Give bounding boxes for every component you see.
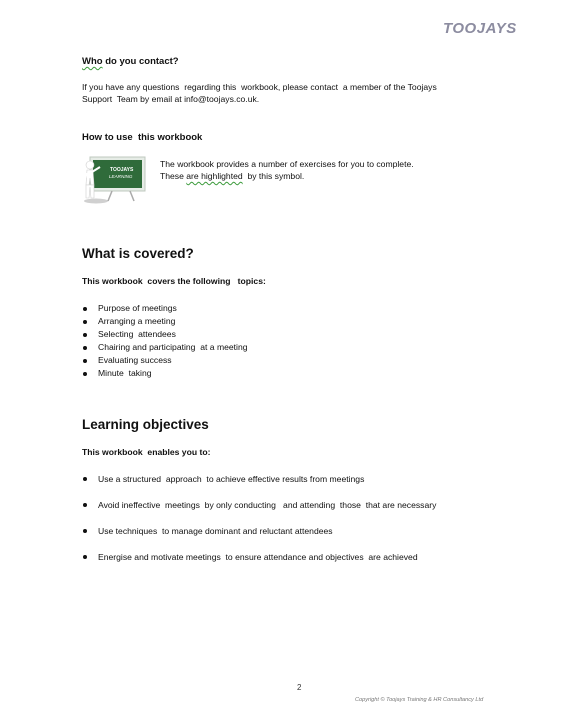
list-item: Purpose of meetings <box>81 302 248 315</box>
contact-heading-rest: do you contact? <box>102 56 179 67</box>
page-number: 2 <box>297 683 302 692</box>
list-item: Use techniques to manage dominant and reluctant attendees <box>81 525 436 551</box>
objectives-heading: Learning objectives <box>82 417 209 432</box>
symbol-text-line2: LEARNING <box>109 174 133 179</box>
contact-heading-who: Who <box>82 56 103 67</box>
covered-heading: What is covered? <box>82 246 194 261</box>
objectives-intro: This workbook enables you to: <box>82 447 211 457</box>
objectives-list <box>81 473 436 577</box>
howto-heading: How to use this workbook <box>82 132 203 143</box>
symbol-text-line1: TOOJAYS <box>110 167 134 173</box>
covered-intro: This workbook covers the following topics: <box>82 276 266 286</box>
list-item: Avoid ineffective meetings by only conducting and attending those that are necessary <box>81 499 436 525</box>
howto-body-line2 <box>160 170 304 182</box>
list-item: Selecting attendees <box>81 328 248 341</box>
howto-line2-start: These <box>160 171 187 181</box>
list-item: Chairing and participating at a meeting <box>81 341 248 354</box>
contact-body-line1: If you have any questions regarding this workbook, please contact a member of the Toojays <box>82 82 437 92</box>
howto-line2-end: by this symbol. <box>242 171 305 181</box>
list-item: Minute taking <box>81 367 248 380</box>
topics-list <box>81 302 248 380</box>
howto-body-line1: The workbook provides a number of exercises for you to complete. <box>160 159 414 169</box>
list-item: Energise and motivate meetings to ensure attendance and objectives are achieved <box>81 551 436 577</box>
copyright-notice: Copyright © Toojays Training & HR Consultancy Ltd <box>355 697 484 703</box>
learning-symbol-image <box>82 154 146 204</box>
contact-heading <box>82 56 179 67</box>
list-item: Use a structured approach to achieve effective results from meetings <box>81 473 436 499</box>
list-item: Arranging a meeting <box>81 315 248 328</box>
list-item: Evaluating success <box>81 354 248 367</box>
toojays-logo: TOOJAYS <box>443 20 517 37</box>
howto-line2-highlight: are highlighted <box>186 171 243 181</box>
contact-body-line2: Support Team by email at info@toojays.co.uk. <box>82 94 260 104</box>
